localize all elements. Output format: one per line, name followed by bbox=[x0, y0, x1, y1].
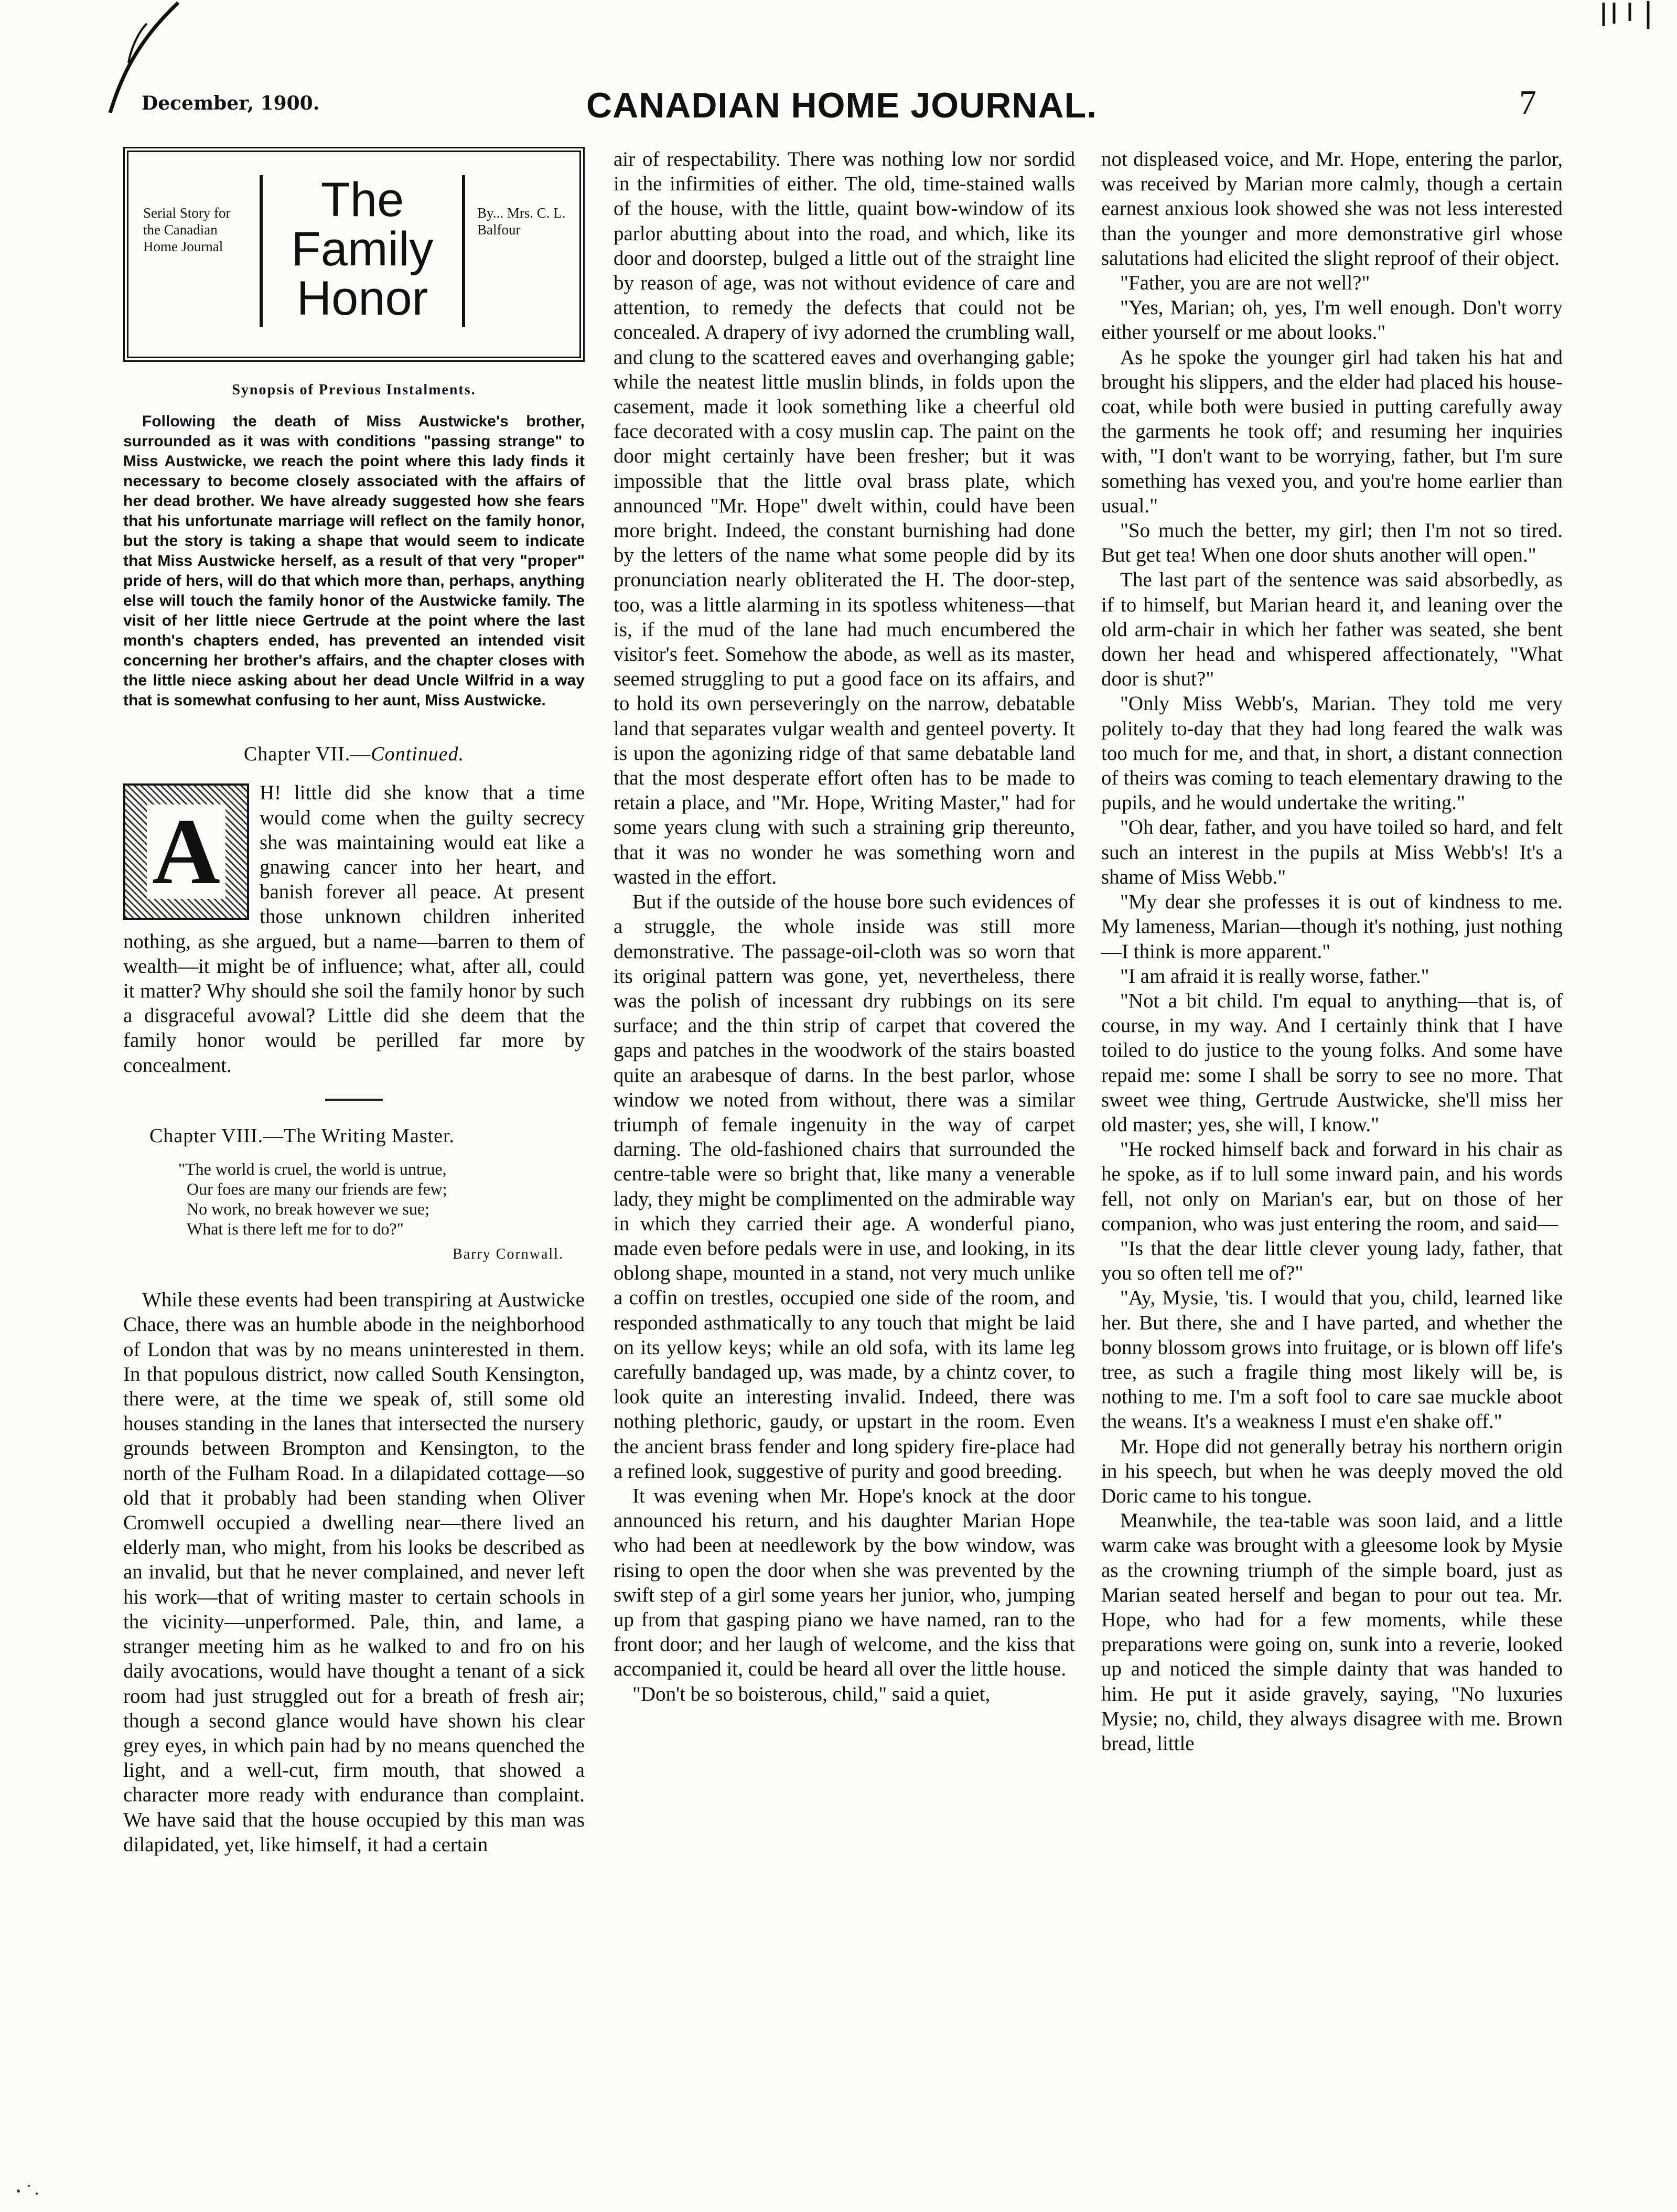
body-paragraph: While these events had been transpiring at Austwicke Chace, there was an humble abode in the neighborhood of London that was by no means uninterested in them. In that populous district, now called South Kensington, there were, at the time we speak of, still some old houses standing in the lanes that intersected the nursery grounds between Brompton and Kensington, to the north of the Fulham Road. In a dilapidated cottage—so old that it probably had been standing when Oliver Cromwell occupied a dwelling near—there lived an elderly man, who might, from his looks be described as an invalid, but that he never complained, and never left his work—that of writing master to certain schools in the vicinity—unperformed. Pale, thin, and lame, a stranger meeting him as he walked to and fro on his daily avocations, would have thought a tenant of a sick room had just struggled out for a breath of fresh air; though a second glance would have shown his clear grey eyes, in which pain had by no means quenched the light, and a well-cut, firm mouth, that showed a character more ready with endurance than complaint. We have said that the house occupied by this man was dilapidated, yet, like himself, it had a certain bbox=[123, 1288, 585, 1856]
chapter-7-label: Chapter VII.— bbox=[243, 743, 371, 766]
chapter-8-heading: Chapter VIII.—The Writing Master. bbox=[149, 1124, 455, 1147]
chapter-7-heading bbox=[123, 742, 585, 767]
body-paragraph: "He rocked himself back and forward in his chair as he spoke, as if to lull some inward pain, and his words fell, not only on Marian's ear, but on those of her companion, who was just entering the room, and said— bbox=[1101, 1138, 1563, 1235]
poem-line: What is there left me for to do?" bbox=[187, 1219, 404, 1239]
body-paragraph: not displeased voice, and Mr. Hope, entering the parlor, was received by Marian more calmly, though a certain earnest anxious look showed she was not less interested than the younger and more demonstrative girl whose salutations had elicited the slight reproof of their object. bbox=[1101, 148, 1563, 270]
drop-cap-letter: A bbox=[147, 804, 225, 899]
synopsis-heading: Synopsis of Previous Instalments. bbox=[232, 382, 476, 398]
journal-title: CANADIAN HOME JOURNAL. bbox=[586, 85, 1097, 125]
story-title-line-3: Honor bbox=[296, 272, 428, 325]
body-paragraph: But if the outside of the house bore such evidences of a struggle, the whole inside was still more demonstrative. The passage-oil-cloth was so worn that its original pattern was gone, yet, nevertheless, there was the polish of incessant dry rubbings on its sere surface; and the thin strip of carpet that covered the gaps and patches in the woodwork of the stairs boasted quite an arabesque of darns. In the best parlor, whose window we noted from without, there was a similar triumph of female ingenuity in the way of carpet darning. The old-fashioned chairs that surrounded the centre-table were so bright that, like many a venerable lady, they might be complimented on the admirable way in which they carried their age. A wonderful piano, made even before pedals were in use, and looking, in its oblong shape, mounted in a stand, not very much unlike a coffin on trestles, occupied one side of the room, and responded asthmatically to any touch that might be laid on its yellow keys; while an old sofa, with its lame leg carefully bandaged up, was made, by a chintz cover, to look quite an interesting invalid. Indeed, there was nothing plethoric, gaudy, or upstart in the room. Even the ancient brass fender and long spidery fire-place had a refined look, suggestive of purity and good breeding. bbox=[614, 890, 1075, 1483]
body-paragraph: "So much the better, my girl; then I'm not so tired. But get tea! When one door shuts another will open." bbox=[1101, 519, 1563, 567]
body-paragraph: Meanwhile, the tea-table was soon laid, and a little warm cake was brought with a gleesome look by Mysie as the crowning triumph of the simple board, just as Marian seated herself and began to pour out tea. Mr. Hope, who had for a few moments, while these preparations were going on, sunk into a reverie, looked up and noticed the simple dainty that was handed to him. He put it aside gravely, saying, "No luxuries Mysie; no, child, they always disagree with me. Brown bread, little bbox=[1101, 1509, 1563, 1755]
story-title bbox=[260, 175, 465, 327]
drop-cap-ornament bbox=[123, 783, 249, 920]
body-paragraph: "Not a bit child. I'm equal to anything—that is, of course, in my way. And I certainly think that I have toiled to do justice to the young folks. And some have repaid me: some I shall be sorry to see no more. That sweet wee thing, Gertrude Austwicke, she'll miss her old master; yes, she will, I know." bbox=[1101, 989, 1563, 1136]
body-paragraph: "Oh dear, father, and you have toiled so hard, and felt such an interest in the pupils at Miss Webb's! It's a shame of Miss Webb." bbox=[1101, 816, 1563, 888]
body-paragraph: It was evening when Mr. Hope's knock at the door announced his return, and his daughter Marian Hope who had been at needlework by the bow window, was rising to open the door when she was prevented by the swift step of a girl some years her junior, who, jumping up from that gasping piano we have named, ran to the front door; and her laugh of welcome, and the kiss that accompanied it, could be heard all over the little house. bbox=[614, 1484, 1075, 1681]
serial-title-box bbox=[123, 147, 585, 362]
body-paragraph: "I am afraid it is really worse, father." bbox=[1120, 964, 1429, 987]
body-paragraph: Mr. Hope did not generally betray his northern origin in his speech, but when he was deeply moved the old Doric came to his tongue. bbox=[1101, 1435, 1563, 1507]
chapter-7-continued: Continued. bbox=[371, 743, 465, 766]
column-1 bbox=[123, 147, 585, 2129]
body-paragraph: The last part of the sentence was said absorbedly, as if to himself, but Marian heard it, and leaning over the old arm-chair in which her father was seated, she bent down her head and whispered affectionately, "What door is shut?" bbox=[1101, 568, 1563, 691]
story-title-line-2: Family bbox=[291, 222, 434, 276]
body-paragraph: "Is that the dear little clever young lady, father, that you so often tell me of?" bbox=[1101, 1237, 1563, 1285]
chapter-7-paragraph: H! little did she know that a time would come when the guilty secrecy she was maintaining would eat like a gnawing cancer into her heart, and banish forever all peace. At present those unknown children inherited nothing, as she argued, but a name—barren to them of wealth—it might be of influence; what, after all, could it matter? Why should she soil the family honor by such a disgraceful avowal? Little did she deem that the family honor would be perilled far more by concealment. bbox=[123, 781, 585, 1077]
poem-line: Our foes are many our friends are few; bbox=[187, 1179, 447, 1199]
page-number: 7 bbox=[1519, 83, 1536, 122]
story-title-line-1: The bbox=[320, 173, 404, 227]
poem-attribution: Barry Cornwall. bbox=[453, 1246, 564, 1263]
body-paragraph: "Father, you are are not well?" bbox=[1120, 272, 1370, 295]
scan-speck-mark bbox=[10, 2170, 73, 2202]
body-paragraph: "Only Miss Webb's, Marian. They told me very politely to-day that they had long feared the walk was too much for me, and that, in short, a distant connection of theirs was coming to teach elementary drawing to the pupils, and he would undertake the writing." bbox=[1101, 692, 1563, 814]
synopsis-text: Following the death of Miss Austwicke's brother, surrounded as it was with conditions "passing strange" to Miss Austwicke, we reach the point where this lady finds it necessary to become closely associated with the affairs of her dead brother. We have already suggested how she fears that his unfortunate marriage will reflect on the family honor, but the story is taking a shape that would seem to indicate that Miss Austwicke herself, as a result of that very "proper" pride of hers, will do that which more than, perhaps, anything else will touch the family honor of the Austwicke family. The visit of her little niece Gertrude at the point where the last month's chapters ended, has prevented an intended visit concerning her brother's affairs, and the chapter closes with the little niece asking about her dead Uncle Wilfrid in a way that is somewhat confusing to her aunt, Miss Austwicke. bbox=[123, 413, 585, 710]
body-paragraph: "My dear she professes it is out of kindness to me. My lameness, Marian—though it's nothing, just nothing—I think is more apparent." bbox=[1101, 890, 1563, 963]
poem-line: No work, no break however we sue; bbox=[187, 1199, 429, 1219]
section-divider bbox=[325, 1099, 383, 1101]
title-box-author: By... Mrs. C. L. Balfour bbox=[477, 205, 566, 238]
body-paragraph: "Don't be so boisterous, child," said a quiet, bbox=[632, 1682, 991, 1705]
issue-date: December, 1900. bbox=[142, 92, 320, 114]
corner-mark bbox=[1598, 0, 1661, 31]
column-3 bbox=[1101, 147, 1563, 2129]
body-paragraph: "Ay, Mysie, 'tis. I would that you, child, learned like her. But there, she and I have parted, and whether the bonny blossom grows into fruitage, or is blown off life's tree, as such a fragile thing most likely will be, is nothing to me. I'm a soft fool to care sae muckle aboot the weans. It's a weakness I must e'en shake off." bbox=[1101, 1286, 1563, 1433]
title-box-left-text: Serial Story for the Canadian Home Journal bbox=[143, 205, 231, 254]
body-paragraph: "Yes, Marian; oh, yes, I'm well enough. Don't worry either yourself or me about looks." bbox=[1101, 296, 1563, 344]
page-header bbox=[136, 73, 1547, 126]
epigraph-poem bbox=[178, 1159, 585, 1239]
poem-line: "The world is cruel, the world is untrue, bbox=[178, 1159, 447, 1179]
body-paragraph: As he spoke the younger girl had taken his hat and brought his slippers, and the elder had placed his house-coat, while both were busied in putting carefully away the garments he took off; and resuming her inquiries with, "I don't want to be worrying, father, but I'm sure something has vexed you, and you're home earlier than usual." bbox=[1101, 346, 1563, 517]
body-paragraph: air of respectability. There was nothing low nor sordid in the infirmities of either. The old, time-stained walls of the house, with the little, quaint bow-window of its parlor abutting about into the road, and which, like its door and doorstep, bulged a little out of the straight line by reason of age, was not without evidence of care and attention, to remedy the defects that could not be concealed. A drapery of ivy adorned the crumbling wall, and clung to the scattered eaves and overhanging gable; while the neatest little muslin blinds, in folds upon the casement, made it look something like a cheerful old face decorated with a cosy muslin cap. The paint on the door might certainly have been fresher; but it was impossible that the little oval brass plate, which announced "Mr. Hope" dwelt within, could have been more bright. Indeed, the constant burnishing had done by the letters of the name what some people did by its pronunciation nearly obliterated the H. The door-step, too, was a little alarming in its spotless whiteness—that is, if the mud of the lane had much encumbered the visitor's feet. Somehow the abode, as well as its master, seemed struggling to put a good face on its affairs, and to hold its own perseveringly on the narrow, debatable land that separates vulgar wealth and genteel poverty. It is upon the agonizing ridge of that same debatable land that the most desperate effort often has to be made to retain a place, and "Mr. Hope, Writing Master," had for some years clung with such a straining grip thereunto, that it was no wonder he was something worn and wasted in the effort. bbox=[614, 148, 1075, 888]
column-2 bbox=[614, 147, 1075, 2129]
chapter-7-body bbox=[123, 780, 585, 1077]
